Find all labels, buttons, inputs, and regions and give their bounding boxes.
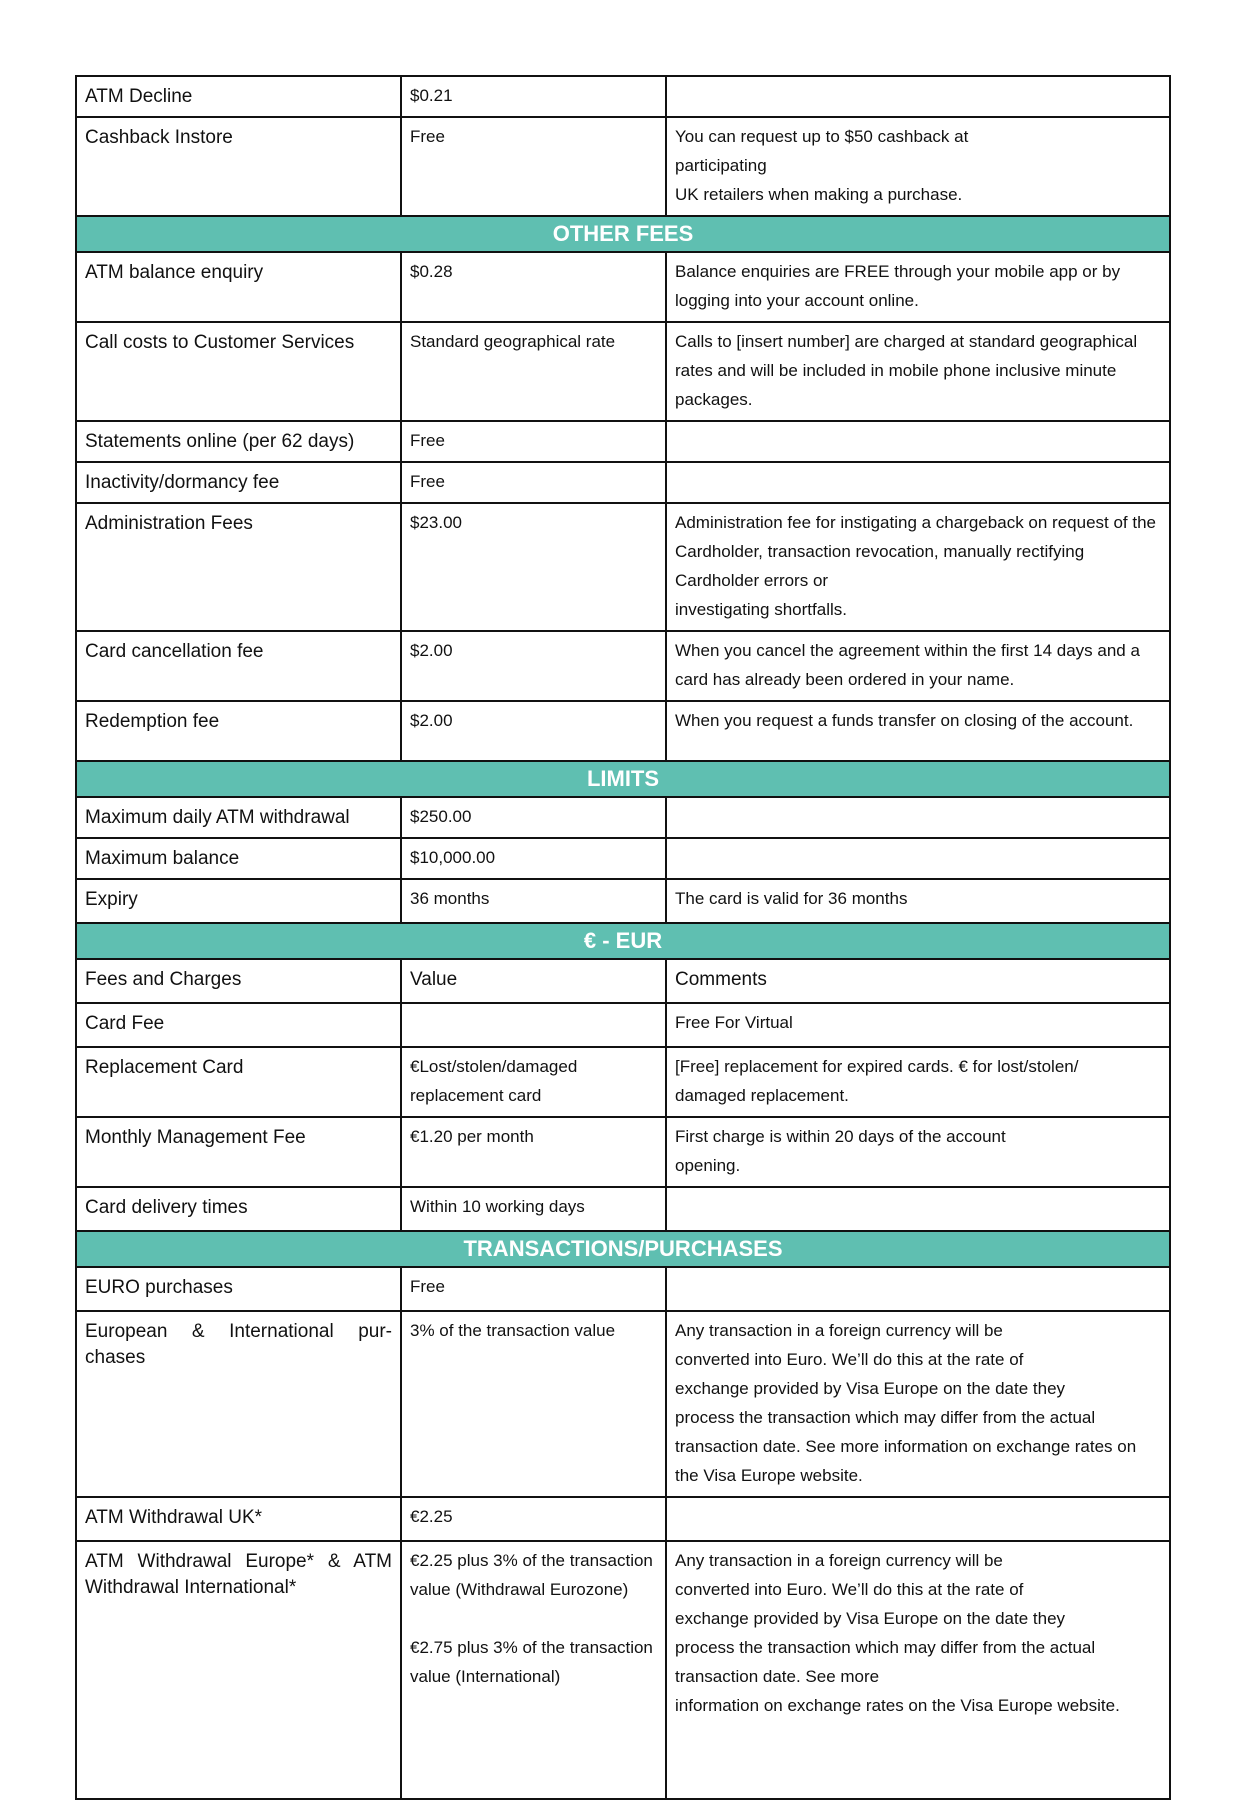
fee-label-cell: Card cancellation fee [76, 631, 401, 701]
section-title: LIMITS [76, 761, 1170, 797]
fee-value-cell: Free [401, 117, 666, 216]
fee-comment-cell [666, 421, 1170, 462]
fee-comment-cell: Free For Virtual [666, 1003, 1170, 1047]
fee-label-cell: ATM balance enquiry [76, 252, 401, 322]
fee-label-cell: Maximum daily ATM withdrawal [76, 797, 401, 838]
table-row [76, 631, 1170, 701]
fee-comment-cell: [Free] replacement for expired cards. € for lost/stolen/ damaged replacement. [666, 1047, 1170, 1117]
table-row [76, 117, 1170, 216]
fee-value-cell: 3% of the transaction value [401, 1311, 666, 1497]
table-row [76, 701, 1170, 761]
fee-comment-cell: Balance enquiries are FREE through your mobile app or by logging into your account online. [666, 252, 1170, 322]
fee-value-cell: Within 10 working days [401, 1187, 666, 1231]
table-row [76, 76, 1170, 117]
table-row [76, 1047, 1170, 1117]
fee-comment-cell [666, 1497, 1170, 1541]
fee-label-cell: European & International pur-chases [76, 1311, 401, 1497]
fee-comment-cell: First charge is within 20 days of the account opening. [666, 1117, 1170, 1187]
fee-comment-cell: The card is valid for 36 months [666, 879, 1170, 923]
fee-value-cell: $250.00 [401, 797, 666, 838]
fee-label-cell: Expiry [76, 879, 401, 923]
fee-value-cell: Standard geographical rate [401, 322, 666, 421]
fee-schedule-page [75, 75, 1169, 1800]
fee-label-cell: Cashback Instore [76, 117, 401, 216]
fee-value-cell: €2.25 plus 3% of the transaction value (Withdrawal Eurozone) €2.75 plus 3% of the transaction value (International) [401, 1541, 666, 1799]
table-row [76, 252, 1170, 322]
table-row [76, 421, 1170, 462]
section-header-row [76, 923, 1170, 959]
fee-value-cell: $10,000.00 [401, 838, 666, 879]
section-title: € - EUR [76, 923, 1170, 959]
fee-comment-cell [666, 76, 1170, 117]
fee-value-cell: €1.20 per month [401, 1117, 666, 1187]
fee-label-cell: Inactivity/dormancy fee [76, 462, 401, 503]
fee-comment-cell [666, 1187, 1170, 1231]
fee-comment-cell: You can request up to $50 cashback at participating UK retailers when making a purchase. [666, 117, 1170, 216]
column-header-row [76, 959, 1170, 1003]
fee-label-cell: Card Fee [76, 1003, 401, 1047]
fee-value-cell: Free [401, 1267, 666, 1311]
table-row [76, 797, 1170, 838]
fee-comment-cell [666, 797, 1170, 838]
section-title: OTHER FEES [76, 216, 1170, 252]
fee-label-cell: Monthly Management Fee [76, 1117, 401, 1187]
table-row [76, 879, 1170, 923]
fee-comment-cell: Any transaction in a foreign currency will be converted into Euro. We’ll do this at the rate of exchange provided by Visa Europe on the date they process the transaction which may differ from the actual transaction date. See more information on exchange rates on the Visa Europe website. [666, 1541, 1170, 1799]
column-header-value: Value [401, 959, 666, 1003]
fee-value-cell [401, 1003, 666, 1047]
fee-value-cell: Free [401, 421, 666, 462]
fee-label-cell: Redemption fee [76, 701, 401, 761]
fee-label-cell: Card delivery times [76, 1187, 401, 1231]
fee-label-cell: ATM Decline [76, 76, 401, 117]
table-row [76, 462, 1170, 503]
fee-value-cell: $0.21 [401, 76, 666, 117]
section-header-row [76, 1231, 1170, 1267]
fee-label-cell: Call costs to Customer Services [76, 322, 401, 421]
section-header-row [76, 216, 1170, 252]
table-row [76, 1311, 1170, 1497]
fee-label-cell: EURO purchases [76, 1267, 401, 1311]
table-row [76, 1497, 1170, 1541]
fee-comment-cell: Administration fee for instigating a chargeback on request of the Cardholder, transaction revocation, manually rectifying Cardholder errors or investigating shortfalls. [666, 503, 1170, 631]
fee-value-cell: €2.25 [401, 1497, 666, 1541]
fee-table-body [76, 76, 1170, 1799]
fee-value-cell: €Lost/stolen/damaged replacement card [401, 1047, 666, 1117]
fee-label-cell: Maximum balance [76, 838, 401, 879]
column-header-label: Fees and Charges [76, 959, 401, 1003]
fee-comment-cell [666, 838, 1170, 879]
table-row [76, 1187, 1170, 1231]
fee-value-cell: $2.00 [401, 701, 666, 761]
table-row [76, 1117, 1170, 1187]
table-row [76, 322, 1170, 421]
fee-comment-cell [666, 1267, 1170, 1311]
table-row [76, 1267, 1170, 1311]
column-header-comment: Comments [666, 959, 1170, 1003]
fee-comment-cell: Any transaction in a foreign currency will be converted into Euro. We’ll do this at the rate of exchange provided by Visa Europe on the date they process the transaction which may differ from the actual transaction date. See more information on exchange rates on the Visa Europe website. [666, 1311, 1170, 1497]
section-title: TRANSACTIONS/PURCHASES [76, 1231, 1170, 1267]
table-row [76, 838, 1170, 879]
fee-value-cell: $0.28 [401, 252, 666, 322]
fee-value-cell: $2.00 [401, 631, 666, 701]
section-header-row [76, 761, 1170, 797]
fee-value-cell: $23.00 [401, 503, 666, 631]
fee-table [75, 75, 1171, 1800]
fee-label-cell: Administration Fees [76, 503, 401, 631]
table-row [76, 503, 1170, 631]
table-row [76, 1003, 1170, 1047]
fee-value-cell: 36 months [401, 879, 666, 923]
fee-label-cell: ATM Withdrawal Europe* & ATM Withdrawal International* [76, 1541, 401, 1799]
fee-comment-cell: When you cancel the agreement within the first 14 days and a card has already been ordered in your name. [666, 631, 1170, 701]
fee-value-cell: Free [401, 462, 666, 503]
fee-comment-cell: Calls to [insert number] are charged at standard geographical rates and will be included in mobile phone inclusive minute packages. [666, 322, 1170, 421]
fee-comment-cell [666, 462, 1170, 503]
fee-label-cell: ATM Withdrawal UK* [76, 1497, 401, 1541]
table-row [76, 1541, 1170, 1799]
fee-label-cell: Replacement Card [76, 1047, 401, 1117]
fee-label-cell: Statements online (per 62 days) [76, 421, 401, 462]
fee-comment-cell: When you request a funds transfer on closing of the account. [666, 701, 1170, 761]
